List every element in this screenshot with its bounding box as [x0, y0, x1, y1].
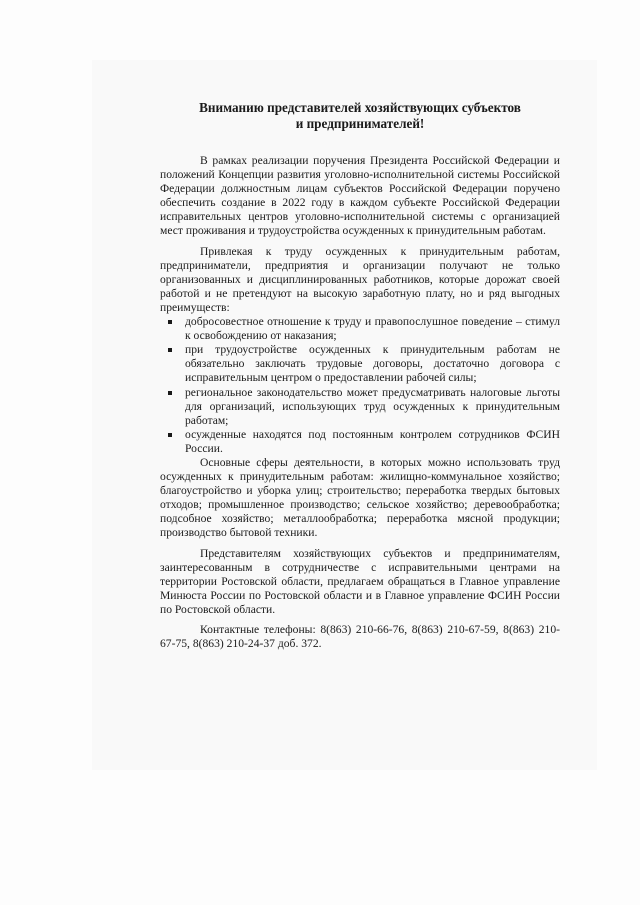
document-title: [160, 100, 560, 131]
list-item-text: при трудоустройстве осужденных к принудительным работам не обязательно заключать трудовые договоры, достаточно договора с исправительным центром о предоставлении рабочей силы;: [185, 343, 560, 385]
paragraph-appeal: Представителям хозяйствующих субъектов и предпринимателям, заинтересованным в сотрудничестве с исправительными центрами на территории Ростовской области, предлагаем обращаться в Главное управление Минюста России по Ростовской области и в Главное управление ФСИН России по Ростовской области.: [160, 546, 560, 616]
list-item-text: добросовестное отношение к труду и правопослушное поведение – стимул к освобождению от наказания;: [185, 315, 560, 343]
list-item: [160, 315, 560, 343]
title-line-2: и предпринимателей!: [295, 115, 425, 131]
list-item: [160, 386, 560, 428]
bullet-icon: [168, 348, 172, 352]
list-item-text: осужденные находятся под постоянным контролем сотрудников ФСИН России.: [185, 427, 560, 455]
bullet-icon: [168, 320, 172, 324]
list-item: [160, 343, 560, 385]
benefits-list: [160, 315, 560, 456]
list-item: [160, 428, 560, 456]
paragraph-benefits-intro: Привлекая к труду осужденных к принудительным работам, предприниматели, предприятия и организации получают не только организованных и дисциплинированных работников, которые дорожат своей работой и не претендуют на высокую заработную плату, но и ряд выгодных преимуществ:: [160, 244, 560, 314]
paragraph-intro: В рамках реализации поручения Президента Российской Федерации и положений Концепции развития уголовно-исполнительной системы Российской Федерации должностным лицам субъектов Российской Федерации поручено обеспечить создание в 2022 году в каждом субъекте Российской Федерации исправительных центров уголовно-исполнительной системы с организацией мест проживания и трудоустройства осужденных к принудительным работам.: [160, 154, 560, 238]
bullet-icon: [168, 391, 172, 395]
paragraph-contacts: Контактные телефоны: 8(863) 210-66-76, 8(863) 210-67-59, 8(863) 210-67-75, 8(863) 210-24-37 доб. 372.: [160, 623, 560, 651]
document-body: [160, 100, 560, 651]
bullet-icon: [168, 433, 172, 437]
title-line-1: Вниманию представителей хозяйствующих субъектов: [199, 100, 521, 115]
paragraph-spheres: Основные сферы деятельности, в которых можно использовать труд осужденных к принудительным работам: жилищно-коммунальное хозяйство; благоустройство и уборка улиц; строительство; переработка твердых бытовых отходов; промышленное производство; сельское хозяйство; деревообработка; подсобное хозяйство; металлообработка; переработка мясной продукции; производство бытовой техники.: [160, 455, 560, 540]
list-item-text: региональное законодательство может предусматривать налоговые льготы для организаций, использующих труд осужденных к принудительным работам;: [185, 385, 560, 427]
